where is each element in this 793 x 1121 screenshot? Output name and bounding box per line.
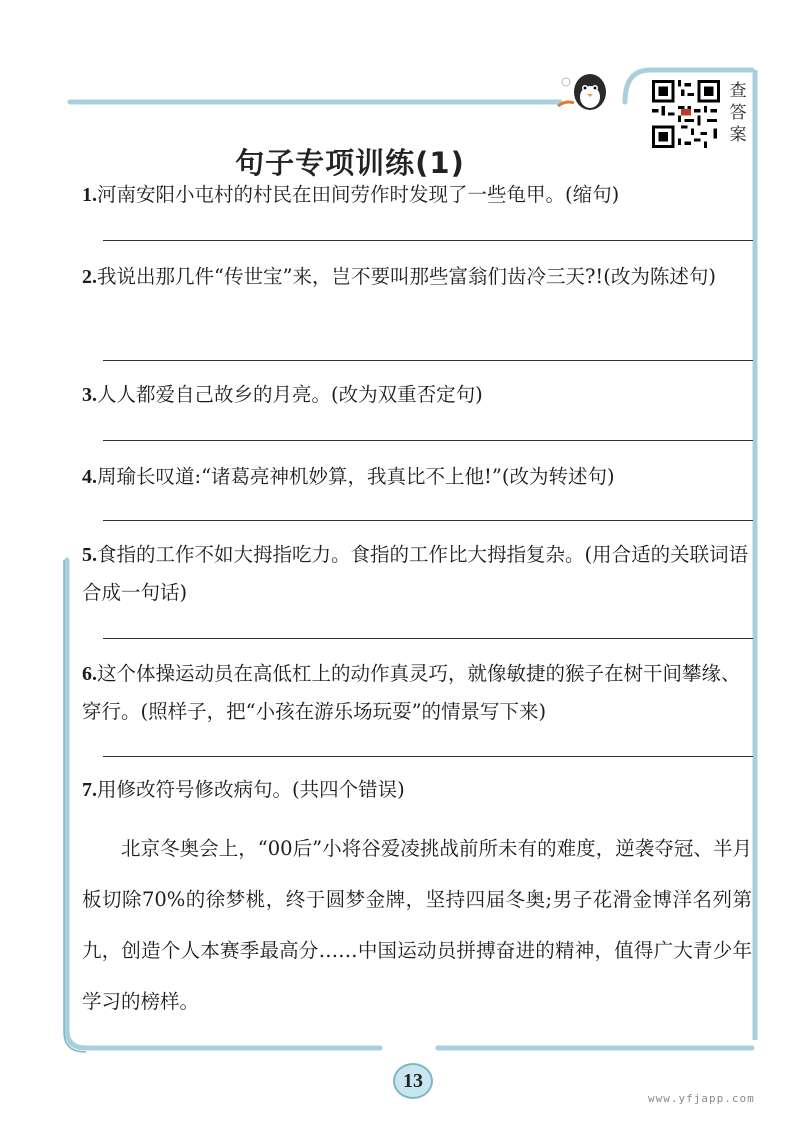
question-text: 用修改符号修改病句。(共四个错误) — [97, 778, 405, 801]
qr-answer-label[interactable]: 查答案 — [729, 81, 747, 145]
question-number: 6. — [82, 663, 97, 685]
question-text: 我说出那几件“传世宝”来，岂不要叫那些富翁们齿冷三天?!(改为陈述句) — [97, 265, 716, 288]
page-title: 句子专项训练(1) — [235, 146, 465, 181]
correction-passage[interactable] — [82, 823, 752, 1027]
question-4 — [82, 458, 754, 496]
answer-line-2[interactable] — [103, 360, 753, 361]
site-watermark: www.yfjapp.com — [648, 1092, 755, 1105]
question-number: 1. — [82, 184, 97, 206]
question-3 — [82, 376, 754, 414]
question-text: 食指的工作不如大拇指吃力。食指的工作比大拇指复杂。(用合适的关联词语合成一句话) — [82, 543, 749, 604]
page-number: 13 — [393, 1063, 433, 1099]
passage-text: 北京冬奥会上，“00后”小将谷爱凌挑战前所未有的难度，逆袭夺冠、半月板切除70%的徐梦桃，终于圆梦金牌，坚持四届冬奥;男子花滑金博洋名列第九，创造个人本赛季最高分……中国运动员拼搏奋进的精神，值得广大青少年学习的榜样。 — [82, 837, 752, 1013]
question-text: 河南安阳小屯村的村民在田间劳作时发现了一些龟甲。(缩句) — [97, 183, 620, 206]
answer-line-6[interactable] — [103, 756, 753, 757]
question-6 — [82, 655, 754, 730]
penguin-mascot-icon — [548, 70, 618, 112]
question-number: 5. — [82, 544, 97, 566]
question-1 — [82, 176, 754, 214]
question-7 — [82, 771, 754, 809]
answer-line-3[interactable] — [103, 440, 753, 441]
question-text: 周瑜长叹道:“诸葛亮神机妙算，我真比不上他!”(改为转述句) — [97, 465, 615, 488]
question-text: 这个体操运动员在高低杠上的动作真灵巧，就像敏捷的猴子在树干间攀缘、穿行。(照样子，把“小孩在游乐场玩耍”的情景写下来) — [82, 662, 741, 723]
question-5 — [82, 536, 754, 611]
qr-code-icon[interactable] — [652, 80, 720, 148]
answer-line-1[interactable] — [103, 240, 753, 241]
answer-line-4[interactable] — [103, 520, 753, 521]
question-number: 7. — [82, 779, 97, 801]
question-number: 4. — [82, 466, 97, 488]
question-text: 人人都爱自己故乡的月亮。(改为双重否定句) — [97, 383, 483, 406]
question-number: 3. — [82, 384, 97, 406]
question-number: 2. — [82, 266, 97, 288]
answer-line-5[interactable] — [103, 638, 753, 639]
question-2 — [82, 258, 754, 296]
